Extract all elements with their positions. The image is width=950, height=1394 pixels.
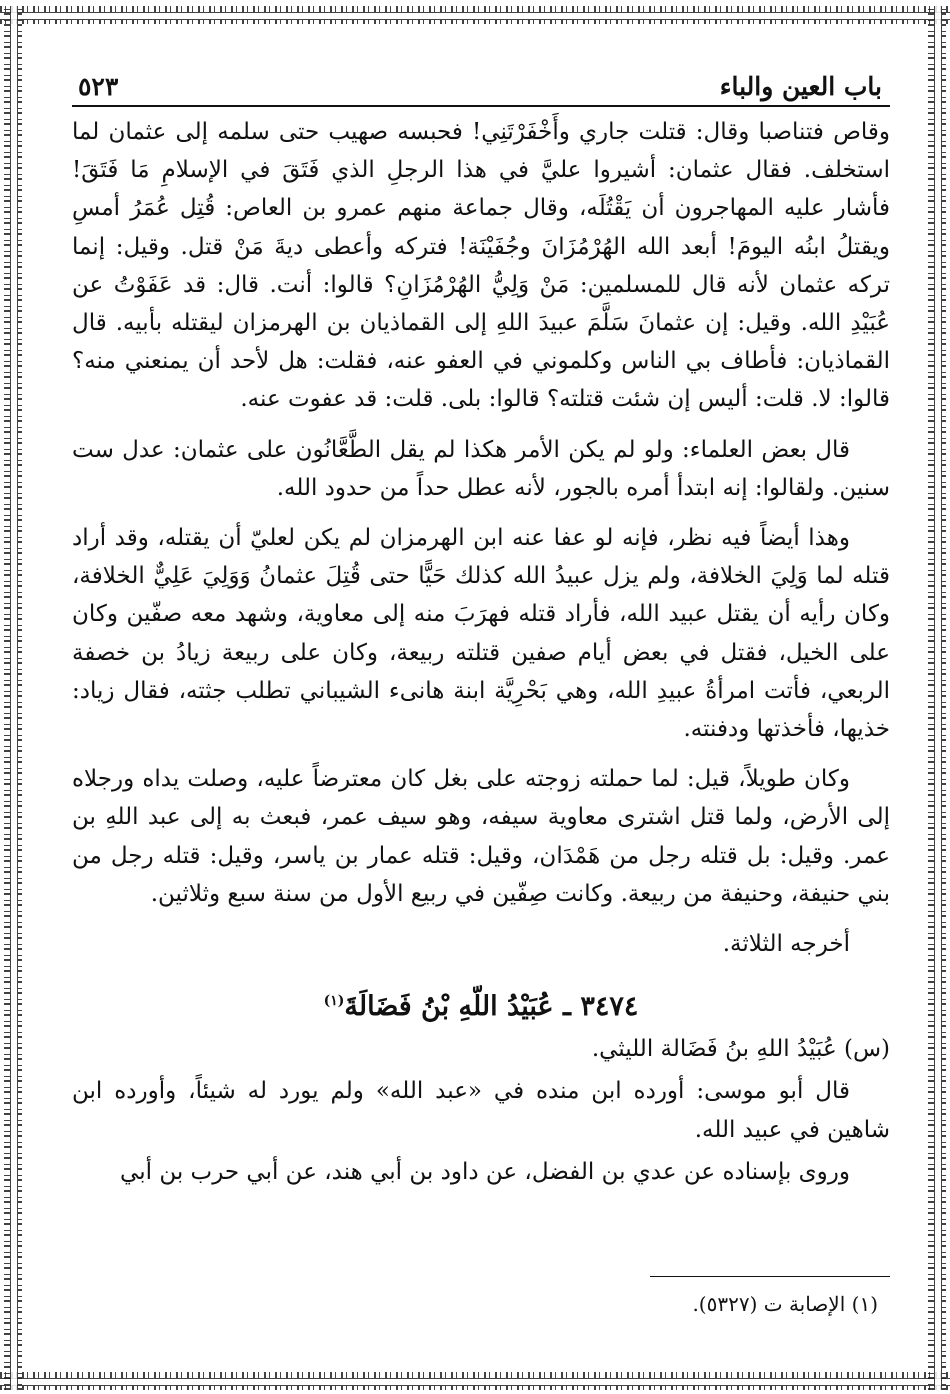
- entry-separator: ـ: [553, 991, 581, 1023]
- ornamental-border-bottom: [0, 1372, 950, 1390]
- footnote-marker: (١): [323, 993, 345, 1010]
- ornamental-border-top: [0, 6, 950, 24]
- entry-paragraph: وروى بإسناده عن عدي بن الفضل، عن داود بن أبي هند، عن أبي حرب بن أبي: [120, 1158, 850, 1185]
- entry-paragraph: (س) عُبَيْدُ اللهِ بنُ فَضَالة الليثي.: [591, 1036, 890, 1063]
- entry-heading: [72, 991, 890, 1022]
- ornamental-border-left: [4, 6, 22, 1390]
- entry-number: ٣٤٧٤: [580, 991, 639, 1023]
- page-number: ٥٢٣: [78, 72, 119, 101]
- entry-paragraph: قال أبو موسى: أورده ابن منده في «عبد الله» ولم يورد له شيئاً، وأورده ابن شاهين في عبيد الله.: [72, 1078, 890, 1143]
- chapter-title: باب العين والباء: [719, 72, 882, 101]
- paragraph: أخرجه الثلاثة.: [722, 931, 850, 958]
- footnote-divider: [650, 1276, 890, 1277]
- paragraph: وكان طويلاً، قيل: لما حملته زوجته على بغل كان معترضاً عليه، وصلت يداه ورجلاه إلى الأرض، ولما قتل اشترى معاوية سيفه، وهو سيف عمر، فبعث به إلى عبد اللهِ بن عمر. وقيل: بل قتله رجل من هَمْدَان، وقيل: قتله عمار بن ياسر، وقيل: قتله رجل من بني حنيفة، وحنيفة من ربيعة. وكانت صِفّين في ربيع الأول من سنة سبع وثلاثين.: [72, 766, 890, 907]
- page-body: [72, 72, 890, 1203]
- running-header: [72, 72, 890, 107]
- paragraph: قال بعض العلماء: ولو لم يكن الأمر هكذا لم يقل الطَّعَّانُون على عثمان: عدل ست سنين. ولقالوا: إنه ابتدأ أمره بالجور، لأنه عطل حداً من حدود الله.: [72, 436, 890, 501]
- ornamental-border-right: [928, 6, 946, 1390]
- paragraph: وهذا أيضاً فيه نظر، فإنه لو عفا عنه ابن الهرمزان لم يكن لعليّ أن يقتله، وقد أراد قتله لما وَلِيَ الخلافة، ولم يزل عبيدُ الله كذلك حَيًّا حتى قُتِلَ عثمانُ وَوَلِيَ عَلِيٌّ الخلافة، وكان رأيه أن يقتل عبيد الله، فأراد قتله فهرَبَ منه إلى معاوية، وشهد معه صفّين وكان على الخيل، فقتل في بعض أيام صفين قتلته ربيعة، وكان على ربيعة زيادُ بن خصفة الربعي، فأتت امرأةُ عبيدِ الله، وهي بَحْرِيَّة ابنة هانىء الشيباني تطلب جثته، فقال زياد: خذيها، فأخذتها ودفنته.: [72, 525, 890, 743]
- footnote: (١) الإصابة ت (٥٣٢٧).: [692, 1292, 878, 1316]
- paragraph: وقاص فتناصبا وقال: قتلت جاري وأَخْفَرْتَنِي! فحبسه صهيب حتى سلمه إلى عثمان لما استخلف. فقال عثمان: أشيروا عليَّ في هذا الرجلِ الذي فَتَقَ في الإسلامِ مَا فَتَقَ! فأشار عليه المهاجرون أن يَقْتُلَه، وقال جماعة منهم عمرو بن العاص: قُتِل عُمَرُ أمسِ ويقتلُ ابنُه اليومَ! أبعد الله الهُرْمُزَانَ وجُفَيْنَة! فتركه وأعطى ديةَ مَنْ قتل. وقيل: إنما تركه عثمان لأنه قال للمسلمين: مَنْ وَلِيُّ الهُرْمُزَانِ؟ قالوا: أنت. قال: قد عَفَوْتُ عن عُبَيْدِ الله. وقيل: إن عثمانَ سَلَّمَ عبيدَ اللهِ إلى القماذيان بن الهرمزان ليقتله بأبيه. قال القماذيان: فأطاف بي الناس وكلموني في العفو عنه، فقلت: هل لأحد أن يمنعني منه؟ قالوا: لا. قلت: أليس إن شئت قتلته؟ قالوا: بلى. قلت: قد عفوت عنه.: [72, 119, 890, 413]
- entry-name: عُبَيْدُ اللّهِ بْنُ فَضَالَةَ: [344, 991, 554, 1023]
